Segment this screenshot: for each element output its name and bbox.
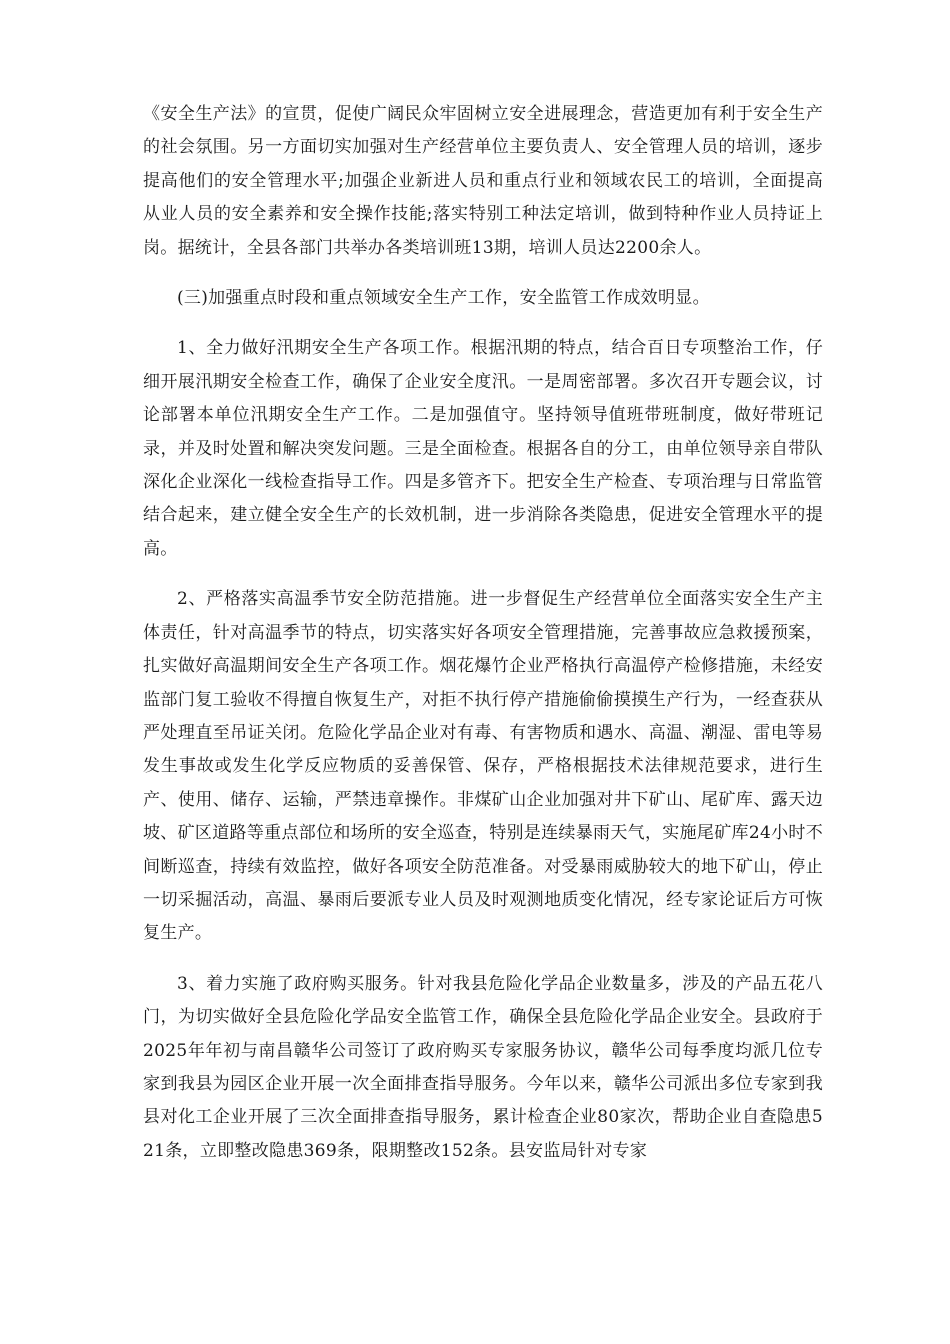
paragraph-high-temperature: 2、严格落实高温季节安全防范措施。进一步督促生产经营单位全面落实安全生产主体责任，针对高温季节的特点，切实落实好各项安全管理措施，完善事故应急救援预案，扎实做好高温期间安全生产各项工作。烟花爆竹企业严格执行高温停产检修措施，未经安监部门复工验收不得擅自恢复生产，对拒不执行停产措施偷偷摸摸生产行为，一经查获从严处理直至吊证关闭。危险化学品企业对有毒、有害物质和遇水、高温、潮湿、雷电等易发生事故或发生化学反应物质的妥善保管、保存，严格根据技术法律规范要求，进行生产、使用、储存、运输，严禁违章操作。非煤矿山企业加强对井下矿山、尾矿库、露天边坡、矿区道路等重点部位和场所的安全巡查，特别是连续暴雨天气，实施尾矿库24小时不间断巡查，持续有效监控，做好各项安全防范准备。对受暴雨威胁较大的地下矿山，停止一切采掘活动，高温、暴雨后要派专业人员及时观测地质变化情况，经专家论证后方可恢复生产。: [143, 589, 823, 944]
document-body: [143, 98, 823, 1168]
paragraph-government-purchase: 3、着力实施了政府购买服务。针对我县危险化学品企业数量多，涉及的产品五花八门，为切实做好全县危险化学品安全监管工作，确保全县危险化学品企业安全。县政府于2025年年初与南昌赣华公司签订了政府购买专家服务协议，赣华公司每季度均派几位专家到我县为园区企业开展一次全面排查指导服务。今年以来，赣华公司派出多位专家到我县对化工企业开展了三次全面排查指导服务，累计检查企业80家次，帮助企业自查隐患521条，立即整改隐患369条，限期整改152条。县安监局针对专家: [143, 973, 823, 1161]
paragraph-flood-season: 1、全力做好汛期安全生产各项工作。根据汛期的特点，结合百日专项整治工作，仔细开展汛期安全检查工作，确保了企业安全度汛。一是周密部署。多次召开专题会议，讨论部署本单位汛期安全生产工作。二是加强值守。坚持领导值班带班制度，做好带班记录，并及时处置和解决突发问题。三是全面检查。根据各自的分工，由单位领导亲自带队深化企业深化一线检查指导工作。四是多管齐下。把安全生产检查、专项治理与日常监管结合起来，建立健全安全生产的长效机制，进一步消除各类隐患，促进安全管理水平的提高。: [143, 338, 823, 559]
section-heading-3: (三)加强重点时段和重点领域安全生产工作，安全监管工作成效明显。: [177, 288, 710, 309]
paragraph-training: 《安全生产法》的宣贯，促使广阔民众牢固树立安全进展理念，营造更加有利于安全生产的社会氛围。另一方面切实加强对生产经营单位主要负责人、安全管理人员的培训，逐步提高他们的安全管理水平;加强企业新进人员和重点行业和领域农民工的培训，全面提高从业人员的安全素养和安全操作技能;落实特别工种法定培训，做到特种作业人员持证上岗。据统计，全县各部门共举办各类培训班13期，培训人员达2200余人。: [143, 104, 823, 258]
